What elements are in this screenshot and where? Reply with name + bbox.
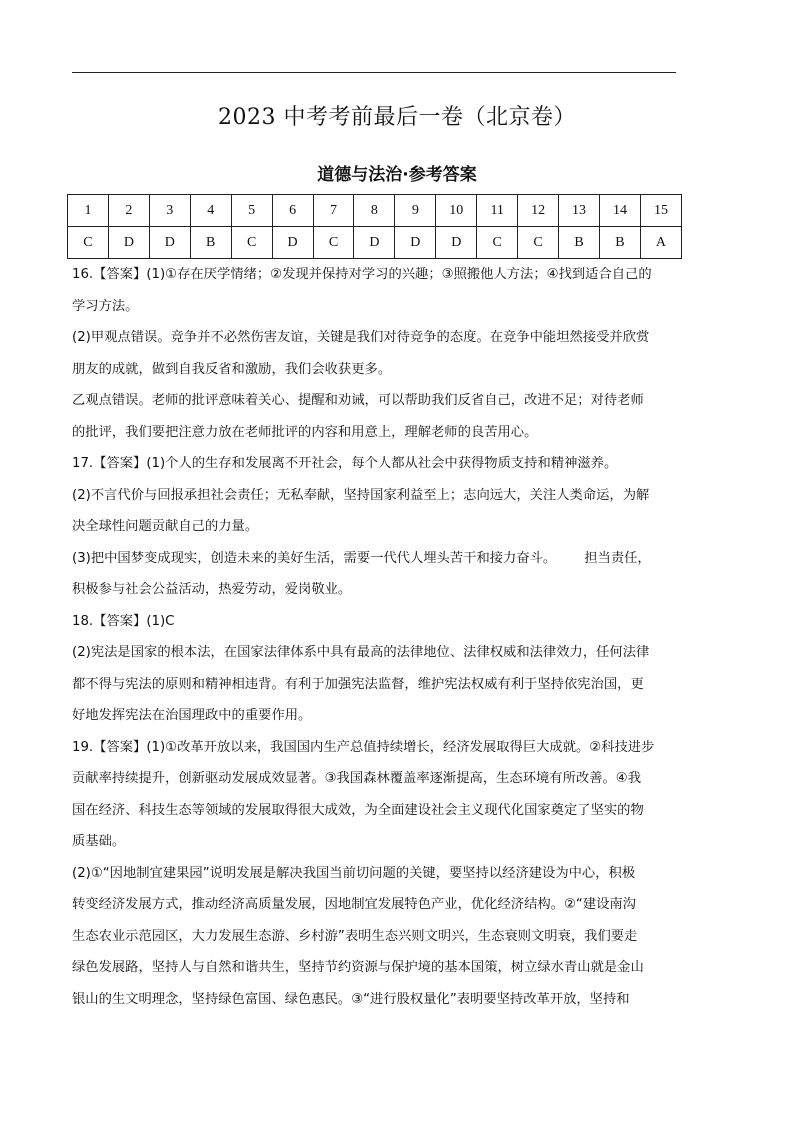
answer-cell: D [354, 227, 395, 259]
question-number-cell: 2 [108, 195, 149, 227]
question-number-cell: 12 [518, 195, 559, 227]
question-number-cell: 5 [231, 195, 272, 227]
q17-text-line: 17.【答案】(1)个人的生存和发展离不开社会，每个人都从社会中获得物质支持和精神滋养。 [72, 456, 618, 471]
q16-text-line: (2)甲观点错误。竞争并不必然伤害友谊，关键是我们对待竞争的态度。在竞争中能坦然接受并欣赏 [72, 330, 650, 345]
answer-cell: D [395, 227, 436, 259]
q19-text-line: 质基础。 [72, 834, 126, 849]
q19-text-line: 生态农业示范园区，大力发展生态游、乡村游”表明生态兴则文明兴，生态衰则文明衰，我们要走 [72, 928, 638, 944]
question-number-cell: 10 [436, 195, 477, 227]
q19-text-line: 银山的生文明理念，坚持绿色富国、绿色惠民。③“进行股权量化”表明要坚持改革开放，坚持和 [72, 991, 630, 1007]
q18-text-line: 好地发挥宪法在治国理政中的重要作用。 [72, 708, 312, 723]
q19-text-line: 绿色发展路，坚持人与自然和谐共生，坚持节约资源与保护境的基本国策，树立绿水青山就是金山 [72, 960, 644, 975]
question-number-cell: 4 [190, 195, 231, 227]
answer-cell: C [68, 227, 109, 259]
answer-cell: C [477, 227, 518, 259]
q17-text-segment: (3)把中国梦变成现实，创造未来的美好生活，需要一代代人埋头苦干和接力奋斗。 [72, 550, 557, 566]
answer-table-number-row [68, 195, 682, 227]
q17-text-line: 积极参与社会公益活动，热爱劳动，爱岗敬业。 [72, 582, 352, 597]
question-number-cell: 8 [354, 195, 395, 227]
question-number-cell: 6 [272, 195, 313, 227]
answer-cell: A [640, 227, 681, 259]
q16-text-line: 学习方法。 [72, 298, 139, 314]
q18-text-line: 都不得与宪法的原则和精神相违背。有利于加强宪法监督，维护宪法权威有利于坚持依宪治国，更 [72, 676, 644, 692]
q17-text-line: 决全球性问题贡献自己的力量。 [72, 519, 259, 534]
question-number-cell: 13 [559, 195, 600, 227]
answer-content [72, 259, 684, 1015]
answer-cell: C [231, 227, 272, 259]
answer-table-answer-row [68, 227, 682, 259]
question-number-cell: 11 [477, 195, 518, 227]
q19-text-line: 19.【答案】(1)①改革开放以来，我国国内生产总值持续增长，经济发展取得巨大成就。②科技进步 [72, 739, 655, 755]
q16-text-line: 朋友的成就，做到自我反省和激励，我们会收获更多。 [72, 361, 392, 377]
q17-text-line [72, 543, 684, 575]
question-number-cell: 9 [395, 195, 436, 227]
answer-cell: D [108, 227, 149, 259]
q19-text-line: (2)①“因地制宜建果园”说明发展是解决我国当前切问题的关键，要坚持以经济建设为中心，积极 [72, 865, 636, 881]
question-number-cell: 3 [149, 195, 190, 227]
answer-cell: C [313, 227, 354, 259]
q16-text-line: 的批评，我们要把注意力放在老师批评的内容和用意上，理解老师的良苦用心。 [72, 424, 538, 440]
q17-text-line: (2)不言代价与回报承担社会责任；无私奉献，坚持国家利益至上；志向远大，关注人类命运，为解 [72, 487, 650, 503]
answer-cell: C [518, 227, 559, 259]
answer-cell: D [272, 227, 313, 259]
page-title: 2023 中考考前最后一卷（北京卷） [218, 105, 576, 130]
question-number-cell: 7 [313, 195, 354, 227]
q17-text-segment: 担当责任， [584, 550, 651, 566]
q19-text-line: 国在经济、科技生态等领域的发展取得很大成效，为全面建设社会主义现代化国家奠定了坚实的物 [72, 802, 644, 818]
q16-text-line: 乙观点错误。老师的批评意味着关心、提醒和劝诫，可以帮助我们反省自己，改进不足；对待老师 [72, 393, 644, 408]
answer-table [67, 194, 682, 259]
q18-text-line: 18.【答案】(1)C [72, 613, 175, 629]
answer-cell: D [436, 227, 477, 259]
answer-cell: D [149, 227, 190, 259]
question-number-cell: 1 [68, 195, 109, 227]
question-number-cell: 14 [599, 195, 640, 227]
answer-cell: B [559, 227, 600, 259]
q16-text-line: 16.【答案】(1)①存在厌学情绪；②发现并保持对学习的兴趣；③照搬他人方法；④找到适合自己的 [72, 267, 652, 282]
q18-text-line: (2)宪法是国家的根本法，在国家法律体系中具有最高的法律地位、法律权威和法律效力，任何法律 [72, 645, 650, 660]
answer-cell: B [599, 227, 640, 259]
q19-text-line: 贡献率持续提升，创新驱动发展成效显著。③我国森林覆盖率逐渐提高，生态环境有所改善。④我 [72, 771, 642, 786]
answer-cell: B [190, 227, 231, 259]
header-rule [72, 72, 676, 73]
page-subtitle: 道德与法治·参考答案 [317, 165, 477, 185]
q19-text-line: 转变经济发展方式，推动经济高质量发展，因地制宜发展特色产业，优化经济结构。②“建设南沟 [72, 897, 636, 912]
question-number-cell: 15 [640, 195, 681, 227]
